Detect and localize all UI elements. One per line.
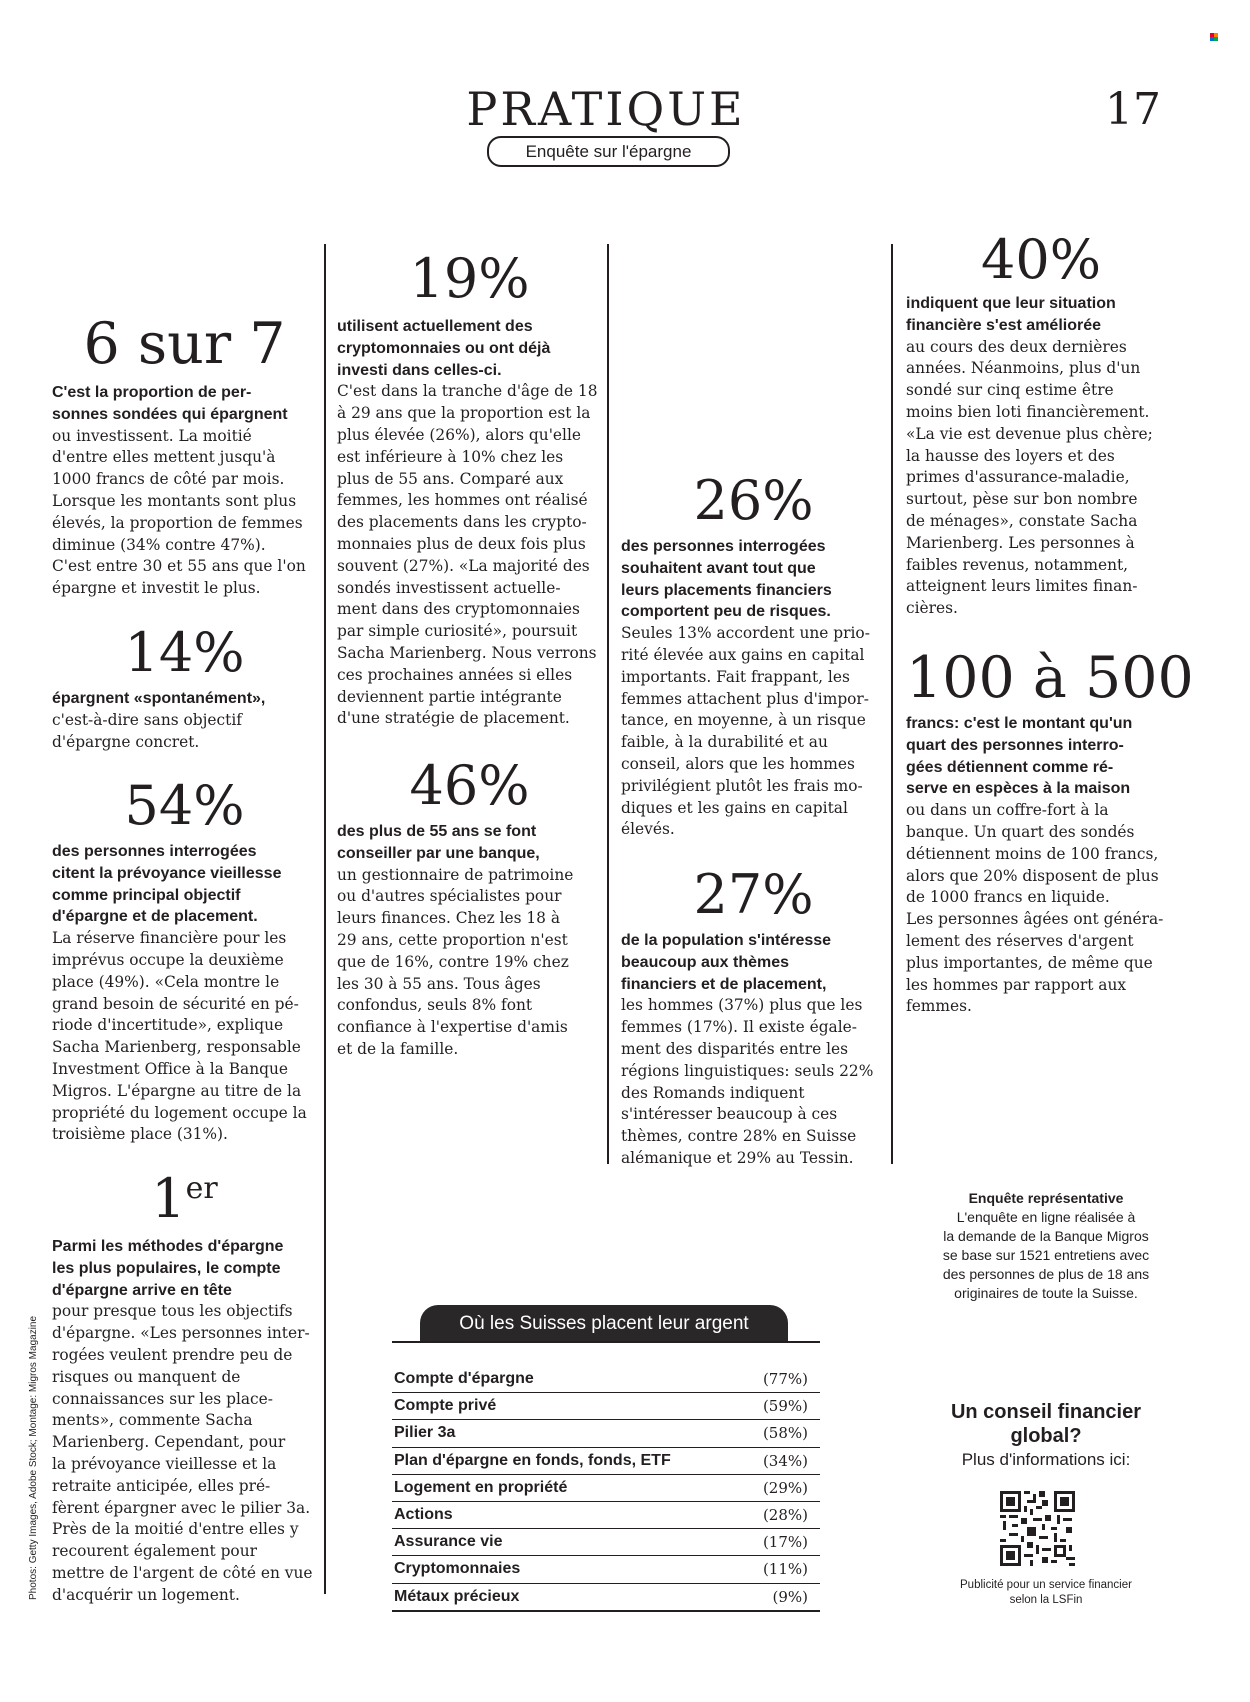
table-row: Métaux précieux (9%) [392, 1584, 820, 1612]
stat-body: un gestionnaire de patrimoine ou d'autres spécialistes pour leurs finances. Chez les 18 à 29 ans, cette proportion n'est que de 16%, contre 19% chez les 30 à 55 ans. Tous âges confondus, seuls 8% font confiance à l'expertise d'amis et de la famille. [337, 865, 574, 1058]
ad-subtitle: Plus d'informations ici: [961, 1450, 1131, 1469]
ad-disclaimer: Publicité pour un service financier selon la LSFin [960, 1579, 1132, 1606]
photo-credits: Photos: Getty Images, Adobe Stock; Montage: Migros Magazine [28, 1315, 39, 1600]
savings-table [392, 1366, 820, 1612]
table-row: Assurance vie (17%) [392, 1529, 820, 1556]
table-title: Où les Suisses placent leur argent [420, 1305, 788, 1343]
stat-number: 40% [980, 228, 1102, 291]
ad-title: Un conseil financier global? [950, 1401, 1142, 1447]
stat-lead: des personnes interrogées citent la prévoyance vieillesse comme principal objectif d'épargne et de placement. [52, 843, 282, 926]
stat-body: les hommes (37%) plus que les femmes (17%). Il existe égale- ment des disparités entre les régions linguistiques: seuls 22% des Romands indiquent s'intéresser beaucoup à ces thèmes, contre 28% en Suisse alémanique et 29% au Tessin. [621, 996, 874, 1167]
survey-title: Enquête représentative [968, 1190, 1124, 1206]
table-row: Actions (28%) [392, 1502, 820, 1529]
stat-body: La réserve financière pour les imprévus occupe la deuxième place (49%). «Cela montre le grand besoin de sécurité en pé- riode d'incertitude», explique Sacha Marienberg, responsable Investment Office à la Banque Migros. L'épargne au titre de la propriété du logement occupe la troisième place (31%). [52, 929, 307, 1144]
stat-number: 100 à 500 [906, 645, 1194, 711]
stat-number: 14% [124, 621, 245, 684]
table-row: Logement en propriété (29%) [392, 1475, 820, 1502]
stat-block [337, 754, 602, 1061]
stat-block [52, 1167, 317, 1607]
page-number: 17 [1105, 84, 1161, 135]
stat-number: 19% [409, 247, 530, 310]
stat-body: Seules 13% accordent une prio- rité élevée aux gains en capital importants. Fait frappant, les femmes attachent plus d'impor- tance, en moyenne, à un risque faible, à la durabilité et au conseil, alors que les hommes privilégient plutôt les frais mo- diques et les gains en capital élevés. [621, 624, 870, 839]
stat-body: pour presque tous les objectifs d'épargne. «Les personnes inter- rogées veulent prendre peu de risques ou manquent de connaissances sur les place- ments», commente Sacha Marienberg. Cependant, pour la prévoyance vieillesse et la retraite anticipée, elles pré- fèrent épargner avec le pilier 3a. Près de la moitié d'entre elles y recourent également pour mettre de l'argent de côté en vue d'acquérir un logement. [52, 1302, 313, 1604]
table-row: Compte privé (59%) [392, 1393, 820, 1420]
advice-ad [906, 1400, 1186, 1470]
stat-number: 46% [409, 754, 530, 817]
stat-body: C'est dans la tranche d'âge de 18 à 29 ans que la proportion est la plus élevée (26%), alors qu'elle est inférieure à 10% chez les plus de 55 ans. Comparé aux femmes, les hommes ont réalisé des placements dans les crypto- monnaies plus de deux fois plus souvent (27%). «La majorité des sondés investissent actuelle- ment dans des cryptomonnaies par simple curiosité», poursuit Sacha Marienberg. Nous verrons ces prochaines années si elles deviennent partie intégrante d'une stratégie de placement. [337, 382, 598, 728]
qr-code-graphic [1000, 1491, 1075, 1566]
stat-number: 26% [693, 469, 814, 532]
stat-body: ou dans un coffre-fort à la banque. Un quart des sondés détiennent moins de 100 francs, alors que 20% disposent de plus de 1000 francs en liquide. Les personnes âgées ont généra- lement des réserves d'argent plus importantes, de même que les hommes par rapport aux femmes. [906, 801, 1164, 1016]
table-row: Plan d'épargne en fonds, fonds, ETF (34%) [392, 1448, 820, 1475]
stat-lead: C'est la proportion de per- sonnes sondées qui épargnent [52, 384, 288, 423]
stat-block [52, 774, 317, 1146]
stat-number: 54% [124, 774, 245, 837]
ordinal-suffix: er [185, 1171, 218, 1206]
table-row: Compte d'épargne (77%) [392, 1366, 820, 1393]
column-divider [891, 244, 893, 1164]
stat-lead: Parmi les méthodes d'épargne les plus populaires, le compte d'épargne arrive en tête [52, 1238, 284, 1299]
column-divider [607, 244, 609, 1164]
qr-code[interactable] [1000, 1491, 1075, 1566]
stat-block [337, 247, 602, 730]
column-divider [324, 244, 326, 1594]
stat-lead: de la population s'intéresse beaucoup aux thèmes financiers et de placement, [621, 932, 832, 993]
stat-number: 6 sur 7 [83, 311, 286, 377]
survey-note: Enquête représentative L'enquête en ligne réalisée à la demande de la Banque Migros se base sur 1521 entretiens avec des personnes de plus de 18 ans originaires de toute la Suisse. [906, 1189, 1186, 1303]
stat-lead: épargnent «spontanément», [52, 690, 266, 707]
brand-logo-mark [1210, 33, 1218, 41]
table-top-rule [392, 1341, 820, 1343]
stat-block [621, 469, 886, 841]
stat-lead: utilisent actuellement des cryptomonnaies ou ont déjà investi dans celles-ci. [337, 318, 551, 379]
section-title: PRATIQUE [466, 82, 746, 136]
stat-block [906, 228, 1176, 620]
stat-body: au cours des deux dernières années. Néanmoins, plus d'un sondé sur cinq estime être moins bien loti financièrement. «La vie est devenue plus chère; la hausse des loyers et des primes d'assurance-maladie, surtout, pèse sur bon nombre de ménages», constate Sacha Marienberg. Les personnes à faibles revenus, notamment, atteignent leurs limites finan- cières. [906, 337, 1153, 618]
stat-lead: francs: c'est le montant qu'un quart des personnes interro- gées détiennent comme ré- serve en espèces à la maison [906, 715, 1133, 798]
stat-body: c'est-à-dire sans objectif d'épargne concret. [52, 710, 242, 751]
stat-block [52, 311, 317, 600]
stat-number: 1er [151, 1167, 218, 1230]
stat-lead: des plus de 55 ans se font conseiller par une banque, [337, 823, 540, 862]
table-row: Pilier 3a (58%) [392, 1420, 820, 1447]
section-subtitle-tag: Enquête sur l'épargne [487, 136, 730, 167]
stat-block [906, 645, 1194, 1018]
stat-lead: indiquent que leur situation financière s'est améliorée [906, 295, 1116, 334]
stat-block [621, 863, 886, 1170]
stat-lead: des personnes interrogées souhaitent avant tout que leurs placements financiers comportent peu de risques. [621, 538, 832, 621]
table-row: Cryptomonnaies (11%) [392, 1556, 820, 1583]
stat-number: 27% [693, 863, 814, 926]
stat-body: ou investissent. La moitié d'entre elles mettent jusqu'à 1000 francs de côté par mois. Lorsque les montants sont plus élevés, la proportion de femmes diminue (34% contre 47%). C'est entre 30 et 55 ans que l'on épargne et investit le plus. [52, 426, 306, 598]
stat-block [52, 621, 317, 753]
